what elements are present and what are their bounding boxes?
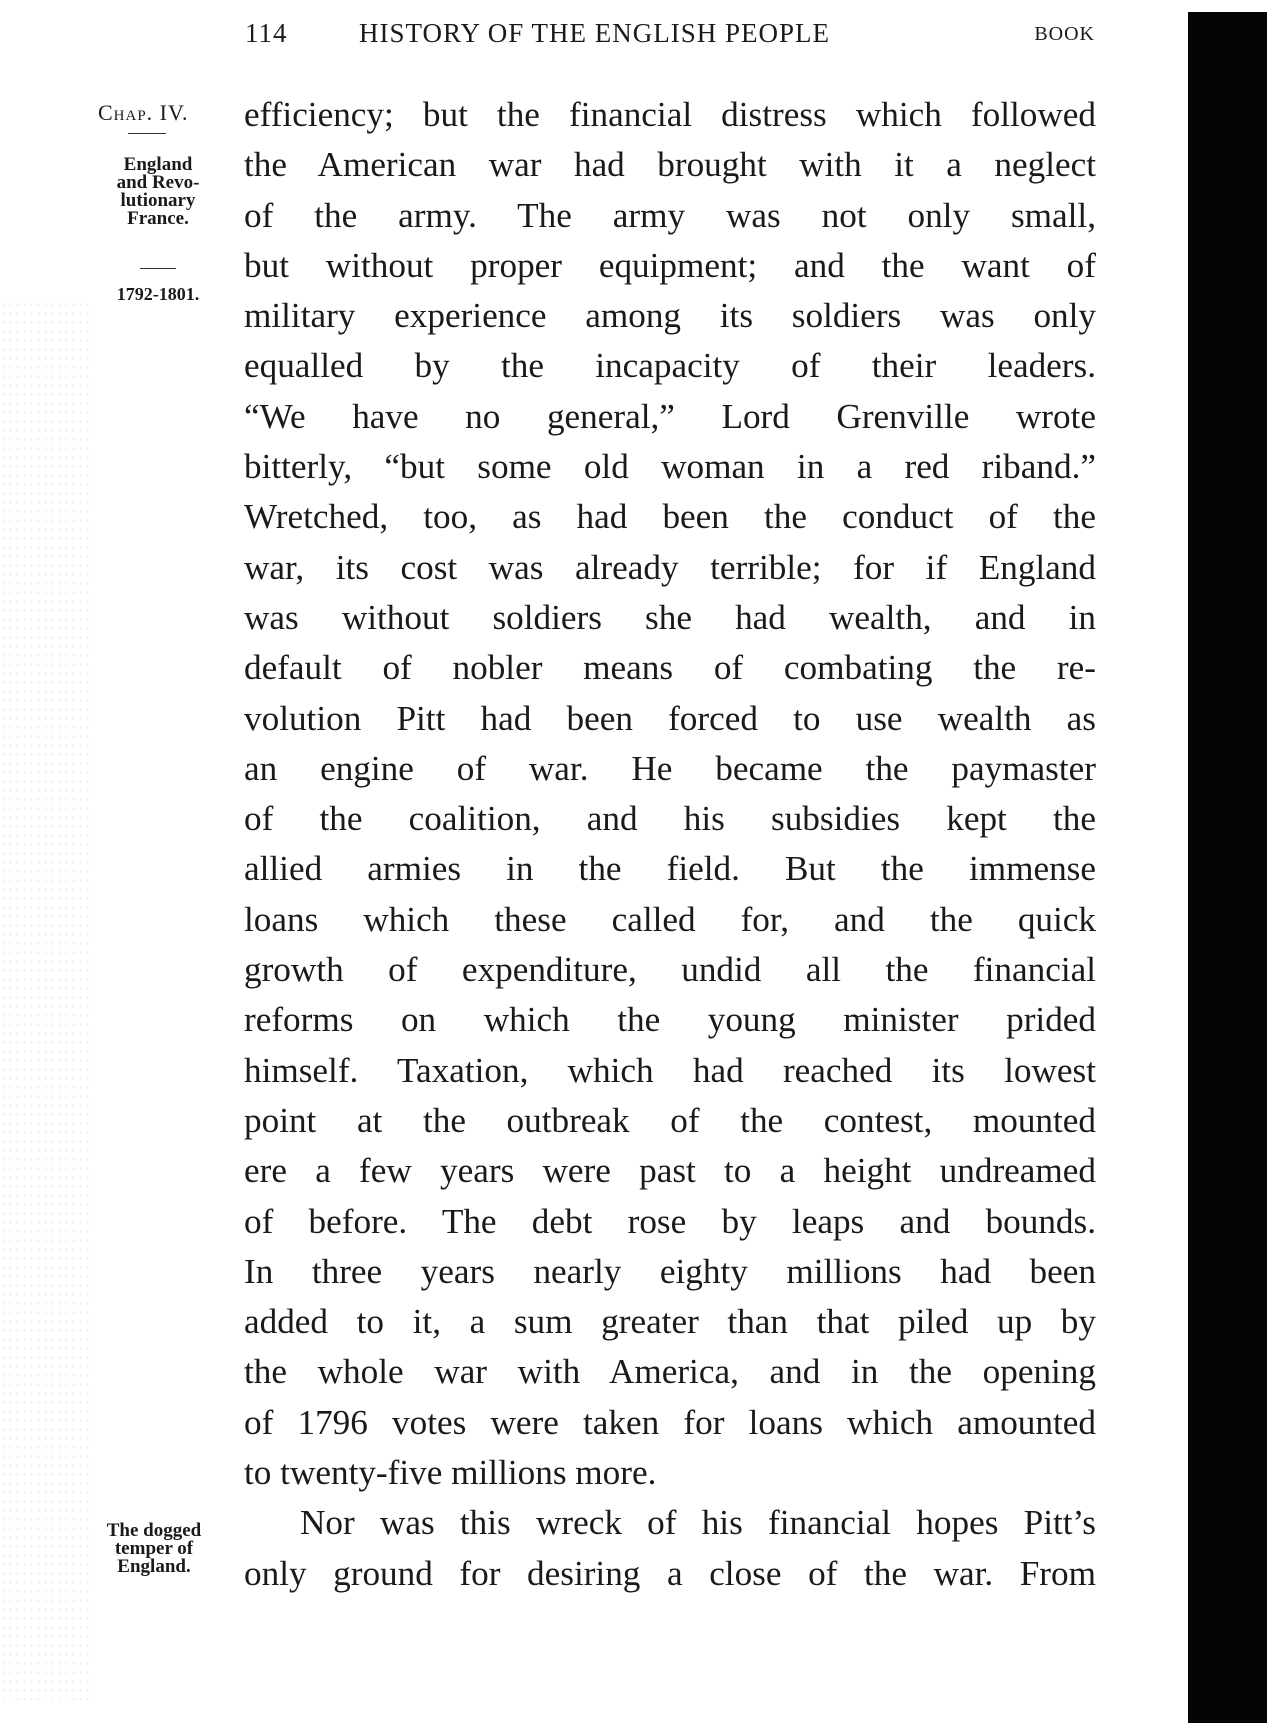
text-line: equalled by the incapacity of their leaders. [244, 346, 1096, 386]
text-line: the whole war with America, and in the opening [244, 1352, 1096, 1392]
book-label: BOOK [1034, 23, 1095, 45]
running-header [245, 18, 1095, 64]
text-line: ere a few years were past to a height undreamed [244, 1151, 1096, 1191]
text-line: an engine of war. He became the paymaster [244, 748, 1096, 788]
text-line: himself. Taxation, which had reached its lowest [244, 1050, 1096, 1090]
margin-note-line: England. [117, 1556, 191, 1577]
body-text [244, 90, 1096, 1599]
margin-note-line: England [123, 154, 193, 175]
text-line: growth of expenditure, undid all the financial [244, 950, 1096, 990]
text-line: “We have no general,” Lord Grenville wrote [244, 396, 1096, 436]
text-line: of before. The debt rose by leaps and bounds. [244, 1201, 1096, 1241]
text-line: only ground for desiring a close of the war. From [244, 1553, 1096, 1593]
margin-note-line: France. [127, 208, 189, 229]
text-line: of the army. The army was not only small, [244, 195, 1096, 235]
margin-chapter-label: Chap. IV. [98, 100, 189, 125]
text-line: but without proper equipment; and the want of [244, 245, 1096, 285]
running-title: HISTORY OF THE ENGLISH PEOPLE [359, 18, 831, 48]
paragraph-end-line: to twenty-five millions more. [244, 1453, 657, 1493]
text-line: of the coalition, and his subsidies kept the [244, 799, 1096, 839]
page-speckle-texture [0, 300, 90, 1700]
text-line: bitterly, “but some old woman in a red riband.” [244, 447, 1096, 487]
text-line: Wretched, too, as had been the conduct of the [244, 497, 1096, 537]
margin-note-dogged-temper [80, 1522, 228, 1576]
margin-note-england-revolutionary-france [84, 156, 232, 228]
text-line: war, its cost was already terrible; for if England [244, 547, 1096, 587]
text-line: added to it, a sum greater than that piled up by [244, 1302, 1096, 1342]
text-line: the American war had brought with it a neglect [244, 145, 1096, 185]
paragraph-start-line: Nor was this wreck of his financial hopes Pitt’s [300, 1503, 1096, 1543]
text-line: military experience among its soldiers was only [244, 296, 1096, 336]
text-line: of 1796 votes were taken for loans which amounted [244, 1402, 1096, 1442]
text-line: reforms on which the young minister prided [244, 1000, 1096, 1040]
margin-rule-top [128, 133, 166, 134]
text-line: default of nobler means of combating the re- [244, 648, 1096, 688]
margin-note-line: The dogged [106, 1520, 202, 1541]
text-line: volution Pitt had been forced to use wealth as [244, 698, 1096, 738]
text-line: loans which these called for, and the quick [244, 899, 1096, 939]
margin-years: 1792-1801. [116, 284, 200, 304]
margin-note-line: and Revo- [116, 172, 200, 193]
text-line: point at the outbreak of the contest, mounted [244, 1100, 1096, 1140]
text-line: In three years nearly eighty millions had been [244, 1251, 1096, 1291]
scan-edge-black-bar [1188, 12, 1267, 1723]
margin-note-line: lutionary [120, 190, 196, 211]
text-line: allied armies in the field. But the immense [244, 849, 1096, 889]
page-number: 114 [245, 18, 288, 48]
margin-rule-middle [140, 268, 176, 269]
text-line: efficiency; but the financial distress which followed [244, 95, 1096, 134]
text-line: was without soldiers she had wealth, and in [244, 597, 1096, 637]
margin-note-line: temper of [114, 1538, 194, 1559]
